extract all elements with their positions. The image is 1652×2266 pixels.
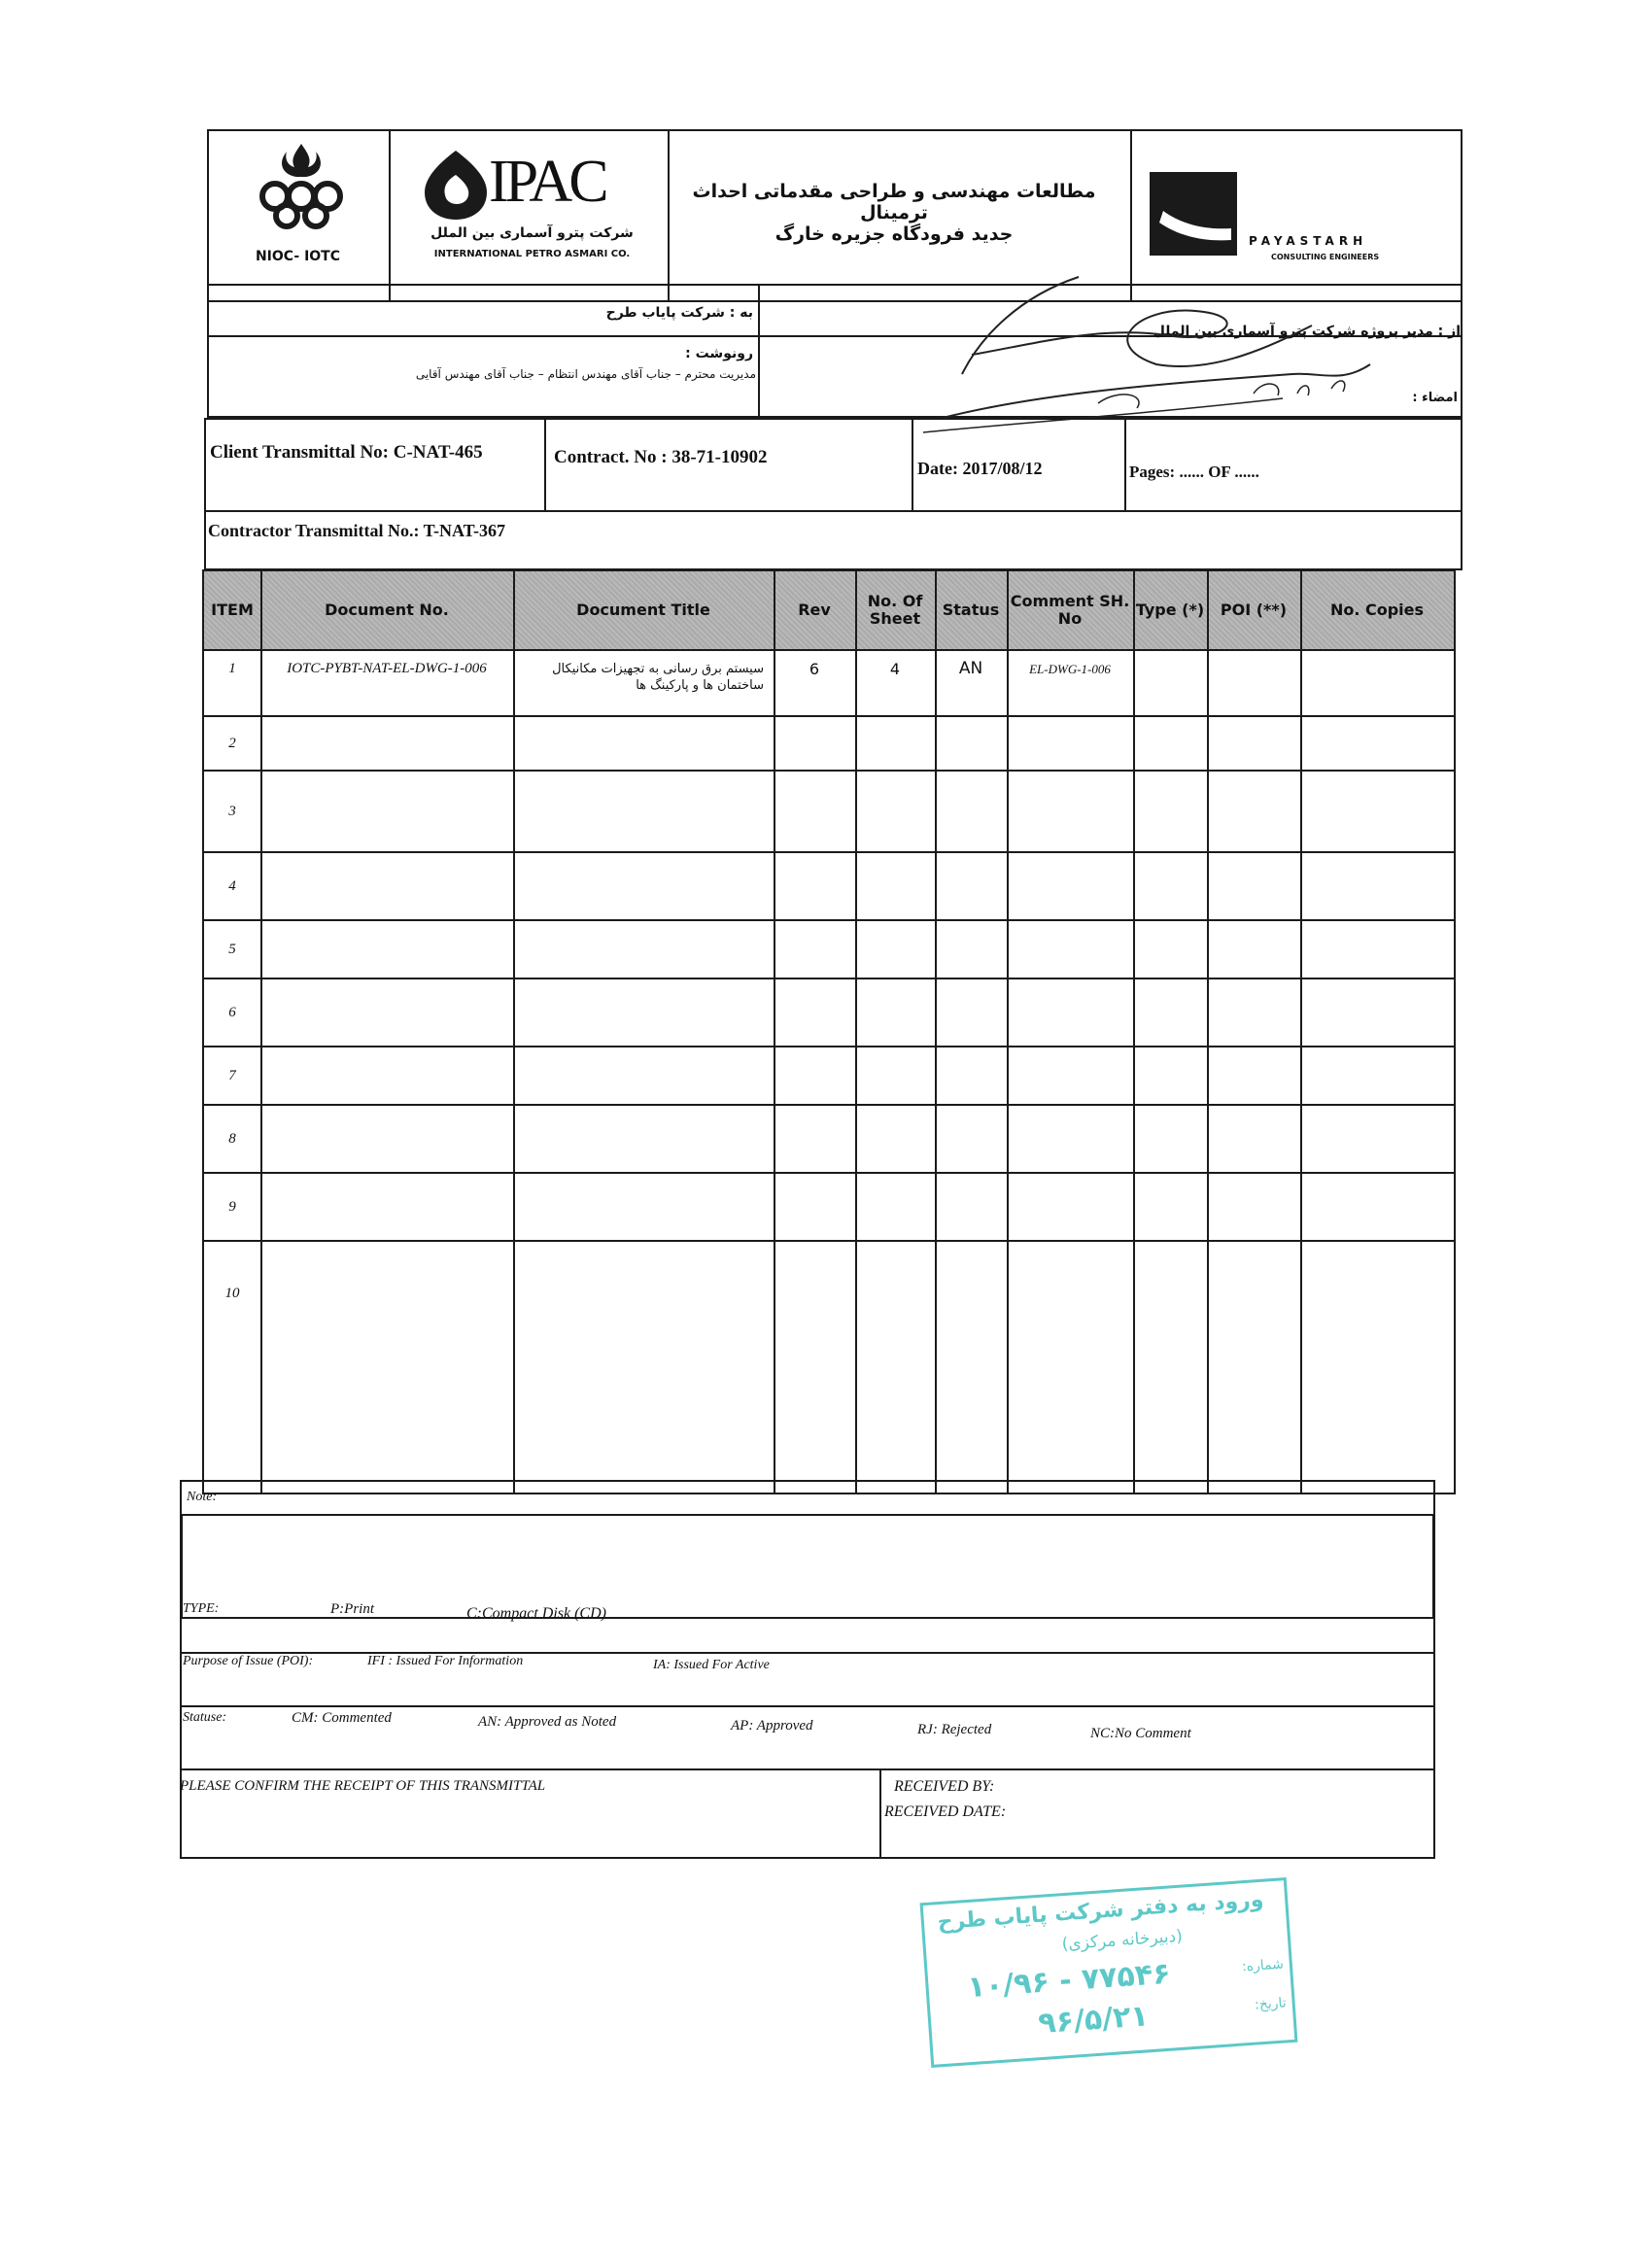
cell-sheets — [855, 1106, 935, 1172]
table-header-row — [204, 571, 1454, 651]
cc-label: رونوشت : — [685, 346, 753, 361]
cell-poi — [1207, 1242, 1300, 1345]
cell-type — [1133, 1106, 1207, 1172]
cell-comment — [1007, 772, 1133, 851]
stamp-date-value: ۹۶/۵/۲۱ — [1037, 1999, 1150, 2042]
cell-poi — [1207, 717, 1300, 770]
header-type: Type (*) — [1135, 601, 1205, 619]
cell-doc-no — [260, 717, 513, 770]
cell-item: 3 — [228, 803, 236, 819]
table-row — [204, 921, 1454, 979]
payastarh-sub: CONSULTING ENGINEERS — [1271, 253, 1380, 261]
cell-rev — [774, 979, 855, 1046]
project-title-line1: مطالعات مهندسی و طراحی مقدماتی احداث ترمینال — [692, 181, 1096, 223]
table-row — [204, 853, 1454, 921]
cell-type — [1133, 717, 1207, 770]
cell-comment — [1007, 1106, 1133, 1172]
cell-rev — [774, 1174, 855, 1240]
stamp-line2: (دبیرخانه مرکزی) — [1061, 1926, 1184, 1955]
table-row — [204, 649, 1454, 717]
header-no-copies: No. Copies — [1329, 601, 1425, 619]
cell-comment — [1007, 1174, 1133, 1240]
cell-status — [935, 1242, 1007, 1345]
table-row — [204, 1174, 1454, 1242]
cell-copies — [1300, 1047, 1454, 1104]
cell-copies — [1300, 772, 1454, 851]
project-title-line2: جدید فرودگاه جزیره خارگ — [774, 223, 1014, 245]
cell-copies — [1300, 649, 1454, 715]
cell-doc-no — [260, 1174, 513, 1240]
cell-status — [935, 979, 1007, 1046]
cell-rev — [774, 772, 855, 851]
cell-status — [935, 1047, 1007, 1104]
cell-copies — [1300, 1174, 1454, 1240]
cell-status — [935, 772, 1007, 851]
cell-type — [1133, 921, 1207, 978]
poi-ifi: IFI : Issued For Information — [367, 1654, 524, 1668]
cell-item: 6 — [228, 1004, 236, 1020]
cell-rev: 6 — [809, 660, 820, 678]
cell-title — [513, 921, 774, 978]
from-label: از : مدیر پروژه شرکت پترو آسماری بین الملل — [1153, 324, 1461, 339]
status-nc: NC:No Comment — [1090, 1726, 1191, 1741]
cell-status — [935, 853, 1007, 919]
header-document-no: Document No. — [325, 601, 449, 619]
cell-title: سیستم برق رسانی به تجهیزات مکانیکال ساختمان ها و پارکینگ ها — [552, 662, 764, 693]
cell-title — [513, 853, 774, 919]
header-poi: POI (**) — [1220, 601, 1288, 619]
ipac-logo — [403, 146, 661, 223]
cell-copies — [1300, 853, 1454, 919]
cell-rev — [774, 1106, 855, 1172]
cell-type — [1133, 1174, 1207, 1240]
cell-sheets — [855, 717, 935, 770]
status-cm: CM: Commented — [292, 1710, 392, 1726]
cell-status: AN — [958, 659, 983, 678]
cell-item: 4 — [228, 877, 236, 894]
receipt-stamp — [920, 1877, 1298, 2068]
cell-title — [513, 1106, 774, 1172]
cell-title — [513, 1174, 774, 1240]
cell-comment — [1007, 1047, 1133, 1104]
contractor-transmittal-no: Contractor Transmittal No.: T-NAT-367 — [208, 521, 505, 540]
status-label: Statuse: — [183, 1710, 227, 1725]
status-ap: AP: Approved — [731, 1718, 813, 1734]
cell-copies — [1300, 979, 1454, 1046]
cell-sheets: 4 — [889, 660, 901, 678]
cell-status — [935, 1174, 1007, 1240]
cell-item: 2 — [228, 735, 236, 751]
cell-sheets — [855, 979, 935, 1046]
cell-type — [1133, 772, 1207, 851]
received-date: RECEIVED DATE: — [884, 1803, 1007, 1820]
header-item: ITEM — [211, 601, 254, 619]
cell-comment — [1007, 921, 1133, 978]
contract-no: Contract. No : 38-71-10902 — [554, 447, 768, 467]
cell-title — [513, 1047, 774, 1104]
cell-poi — [1207, 853, 1300, 919]
cell-poi — [1207, 649, 1300, 715]
cell-status — [935, 921, 1007, 978]
stamp-number-label: شماره: — [1241, 1956, 1285, 1975]
cell-item: 9 — [228, 1198, 236, 1215]
table-row — [204, 717, 1454, 772]
cell-item: 1 — [228, 661, 236, 676]
table-row — [204, 1242, 1454, 1345]
cell-poi — [1207, 1106, 1300, 1172]
cell-rev — [774, 853, 855, 919]
ipac-name-en: INTERNATIONAL PETRO ASMARI CO. — [433, 249, 631, 259]
table-row — [204, 1047, 1454, 1106]
cell-doc-no — [260, 853, 513, 919]
poi-ia: IA: Issued For Active — [653, 1658, 770, 1672]
confirm-receipt-text: PLEASE CONFIRM THE RECEIPT OF THIS TRANSMITTAL — [180, 1778, 546, 1794]
received-by: RECEIVED BY: — [894, 1778, 995, 1795]
cell-comment: EL-DWG-1-006 — [1029, 662, 1111, 676]
header-document-title: Document Title — [576, 601, 710, 619]
cell-copies — [1300, 921, 1454, 978]
table-body — [204, 649, 1454, 1493]
cell-item: 8 — [228, 1130, 236, 1147]
note-label: Note: — [187, 1490, 218, 1504]
cell-copies — [1300, 1106, 1454, 1172]
cell-poi — [1207, 979, 1300, 1046]
cell-title — [513, 1242, 774, 1345]
cell-comment — [1007, 717, 1133, 770]
cell-doc-no: IOTC-PYBT-NAT-EL-DWG-1-006 — [287, 661, 487, 676]
cell-doc-no — [260, 921, 513, 978]
cell-rev — [774, 717, 855, 770]
transmittal-date: Date: 2017/08/12 — [917, 459, 1043, 478]
cell-poi — [1207, 772, 1300, 851]
cell-doc-no — [260, 1242, 513, 1345]
cell-comment — [1007, 979, 1133, 1046]
cell-type — [1133, 649, 1207, 715]
stamp-number-value: ۱۰/۹۶ - ۷۷۵۴۶ — [966, 1956, 1172, 2006]
cell-comment — [1007, 853, 1133, 919]
payastarh-mark-icon — [1150, 172, 1237, 256]
cell-type — [1133, 853, 1207, 919]
type-print: P:Print — [330, 1601, 374, 1617]
status-rj: RJ: Rejected — [917, 1722, 992, 1737]
header-status: Status — [942, 601, 1000, 619]
to-label: به : شرکت پایاب طرح — [605, 305, 753, 321]
stamp-date-label: تاریخ: — [1254, 1995, 1288, 2013]
cell-sheets — [855, 772, 935, 851]
cell-poi — [1207, 1174, 1300, 1240]
cell-comment — [1007, 1242, 1133, 1345]
client-transmittal-no: Client Transmittal No: C-NAT-465 — [210, 442, 483, 463]
table-row — [204, 1106, 1454, 1174]
document-table — [202, 569, 1456, 1494]
nioc-logo — [219, 136, 384, 262]
cell-title — [513, 772, 774, 851]
table-row — [204, 979, 1454, 1047]
cell-poi — [1207, 1047, 1300, 1104]
cell-rev — [774, 1047, 855, 1104]
type-cd: C:Compact Disk (CD) — [466, 1605, 606, 1622]
payastarh-logo — [1150, 172, 1237, 256]
header-no-of-sheet: No. Of Sheet — [867, 592, 923, 628]
cell-type — [1133, 979, 1207, 1046]
cell-sheets — [855, 853, 935, 919]
ipac-name-fa: شرکت پترو آسماری بین الملل — [430, 225, 634, 241]
stamp-line1: ورود به دفتر شرکت پایاب طرح — [936, 1887, 1265, 1936]
payastarh-name: PAYASTARH — [1249, 234, 1368, 248]
status-an: AN: Approved as Noted — [478, 1714, 617, 1730]
cell-title — [513, 979, 774, 1046]
cell-type — [1133, 1242, 1207, 1345]
cell-sheets — [855, 921, 935, 978]
nioc-flame-icon — [219, 136, 384, 243]
cell-title — [513, 717, 774, 770]
cell-copies — [1300, 717, 1454, 770]
cell-rev — [774, 921, 855, 978]
cell-doc-no — [260, 979, 513, 1046]
cell-copies — [1300, 1242, 1454, 1345]
nioc-caption: NIOC- IOTC — [255, 249, 341, 264]
cell-doc-no — [260, 1106, 513, 1172]
type-label: TYPE: — [183, 1601, 220, 1616]
poi-label: Purpose of Issue (POI): — [183, 1654, 314, 1668]
cell-rev — [774, 1242, 855, 1345]
cell-item: 10 — [224, 1285, 240, 1301]
header-rev: Rev — [798, 601, 831, 619]
signature-label: امضاء : — [1412, 391, 1458, 405]
cell-sheets — [855, 1242, 935, 1345]
cell-doc-no — [260, 1047, 513, 1104]
table-row — [204, 772, 1454, 853]
cell-status — [935, 717, 1007, 770]
cc-value: مدیریت محترم – جناب آقای مهندس انتظام – جناب آقای مهندس آقایی — [415, 367, 756, 381]
cell-poi — [1207, 921, 1300, 978]
cell-item: 7 — [228, 1067, 236, 1083]
header-comment-sh-no: Comment SH. No — [1010, 592, 1130, 628]
cell-status — [935, 1106, 1007, 1172]
cell-item: 5 — [228, 941, 236, 957]
pages-count: Pages: ...... OF ...... — [1129, 463, 1259, 481]
cell-doc-no — [260, 772, 513, 851]
cell-sheets — [855, 1047, 935, 1104]
cell-type — [1133, 1047, 1207, 1104]
transmittal-info-block — [204, 418, 1463, 512]
ipac-logo-text: IPAC — [489, 149, 605, 215]
cell-sheets — [855, 1174, 935, 1240]
